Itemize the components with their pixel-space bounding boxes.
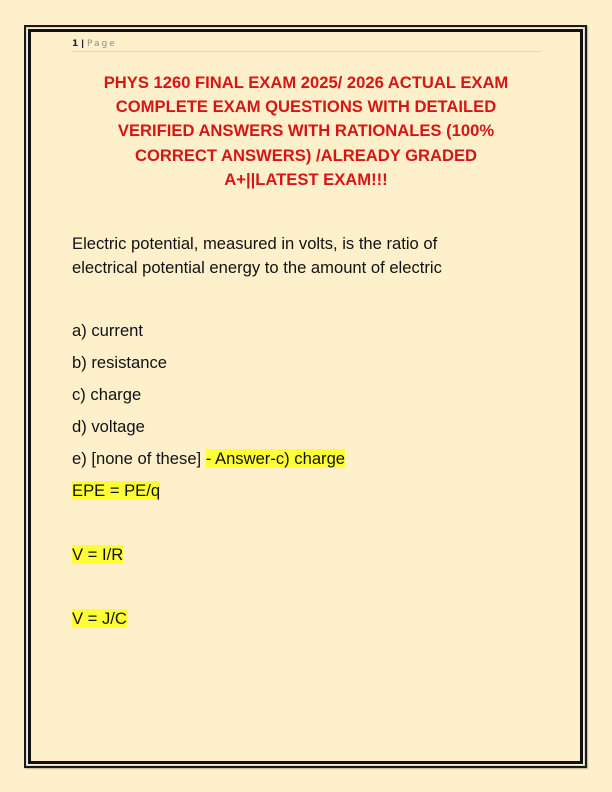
question-line: electrical potential energy to the amount of electric — [72, 258, 442, 278]
note-ohm-text: V = I/R — [72, 545, 124, 564]
option-d: d) voltage — [72, 417, 145, 436]
note-volt-unit-text: V = J/C — [72, 609, 127, 628]
option-e-label: e) [none of these] — [72, 449, 202, 468]
note-volt-unit — [72, 609, 127, 629]
title-line: CORRECT ANSWERS) /ALREADY GRADED — [134, 145, 478, 165]
title-line: A+||LATEST EXAM!!! — [224, 169, 388, 189]
title-line: VERIFIED ANSWERS WITH RATIONALES (100% — [117, 121, 495, 141]
title-line: PHYS 1260 FINAL EXAM 2025/ 2026 ACTUAL EXAM — [103, 73, 509, 92]
option-a: a) current — [72, 321, 144, 340]
note-ohm — [72, 545, 123, 565]
option-b: b) resistance — [72, 353, 167, 372]
page-label: Page — [86, 38, 117, 49]
option-c: c) charge — [72, 385, 142, 404]
option-e — [72, 449, 345, 469]
answer-highlight: - Answer-c) charge — [205, 449, 346, 468]
note-epe — [72, 481, 160, 501]
document-title — [60, 71, 552, 192]
page-number: 1 — [72, 38, 79, 49]
page-header — [72, 36, 542, 52]
title-line: COMPLETE EXAM QUESTIONS WITH DETAILED — [115, 97, 497, 117]
question-line: Electric potential, measured in volts, is the ratio of — [72, 234, 438, 253]
page-separator: | — [81, 38, 84, 49]
question-text — [72, 232, 442, 281]
note-epe-text: EPE = PE/q — [72, 481, 161, 500]
